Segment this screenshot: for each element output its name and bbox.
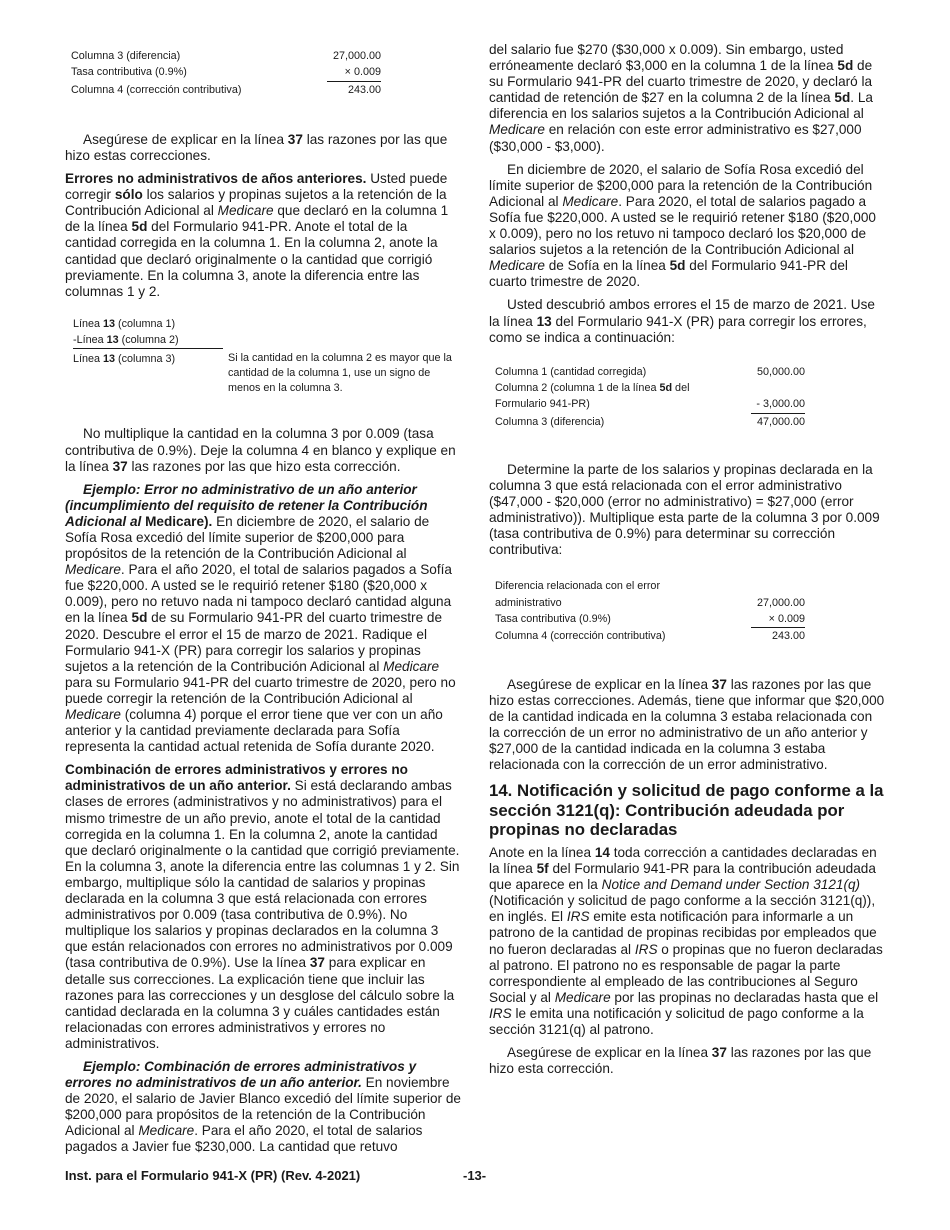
paragraph: Combinación de errores administrativos y errores no administrativos de un año anterior. Si está declarando ambas clases de errores (administrativos y no administrativos) para el mismo trimestre de un año previo, anote el total de la cantidad corregida en la columna 1. En la columna 2, anote la cantidad que declaró originalmente o la cantidad que corrigió previamente. En la columna 3, anote la diferencia entre las columnas 1 y 2. Sin embargo, multiplique sólo la cantidad de salarios y propinas declarada en la columna 3 que está relacionada con errores administrativos por 0.009 (tasa contributiva de 0.9%). No multiplique los salarios y propinas declarados en la columna 3 que están relacionados con errores no administrativos por 0.009 (tasa contributiva de 0.9%). Use la línea 37 para explicar en detalle sus correcciones. La explicación tiene que incluir las razones para las correcciones y un desglose del cálculo sobre la cantidad declarada en la columna 3 y cuáles cantidades están relacionadas con errores administrativos y errores no administrativos.: [65, 762, 460, 1051]
table-row: Formulario 941-PR) - 3,000.00: [495, 396, 805, 413]
table-row: Columna 4 (corrección contributiva) 243.00: [495, 630, 805, 643]
paragraph: Ejemplo: Error no administrativo de un año anterior (incumplimiento del requisito de retener la Contribución Adicional al Medicare). En diciembre de 2020, el salario de Sofía Rosa excedió del límite superior de $200,000 para propósitos de la retención de la Contribución Adicional al Medicare. Para el año 2020, el total de salarios pagados a Sofía fue $220,000. A usted se le requirió retener $180 ($20,000 x 0.009), pero no retuvo nada ni tampoco declaró cantidad alguna en la línea 5d de su Formulario 941-PR del cuarto trimestre de 2020. Descubre el error el 15 de marzo de 2021. Radique el Formulario 941-X (PR) para corregir los salarios y propinas sujetos a la retención de la Contribución Adicional al Medicare para su Formulario 941-PR del cuarto trimestre de 2020, pero no puede corregir la retención de la Contribución Adicional al Medicare (columna 4) porque el error tiene que ver con un año anterior y la cantidad previamente declarada para Sofía representa la cantidad actual retenida de Sofía durante 2020.: [65, 481, 456, 755]
paragraph: Asegúrese de explicar en la línea 37 las razones por las que hizo estas correcciones. Además, tiene que informar que $20,000 de la cantidad indicada en la columna 3 estaba relacionada con la corrección de un error no administrativo de un año anterior y $27,000 de la cantidad indicada en la columna 3 estaba relacionada con la corrección de un error administrativo.: [489, 676, 885, 773]
table-row: Columna 4 (corrección contributiva) 243.00: [71, 83, 381, 96]
paragraph: del salario fue $270 ($30,000 x 0.009). Sin embargo, usted erróneamente declaró $3,000 en la columna 1 de la línea 5d de su Formulario 941-PR del cuarto trimestre de 2020, y declaró la cantidad de retención de $27 en la columna 2 de la línea 5d. La diferencia en los salarios sujetos a la Contribución Adicional al Medicare en relación con este error administrativo es $27,000 ($30,000 - $3,000).: [489, 42, 873, 154]
right-column: [489, 42, 885, 1084]
section-heading: 14. Notificación y solicitud de pago conforme a la sección 3121(q): Contribución adeudada por propinas no declaradas: [489, 781, 884, 840]
table-row: Columna 1 (cantidad corregida) 50,000.00: [495, 365, 805, 378]
table-row: Columna 2 (columna 1 de la línea 5d del: [495, 381, 690, 394]
table-row: Tasa contributiva (0.9%) × 0.009: [71, 64, 381, 81]
table-row: administrativo 27,000.00: [495, 596, 805, 609]
line-13-table: [73, 316, 461, 397]
table-row: Columna 3 (diferencia) 27,000.00: [71, 50, 381, 62]
table-row: Columna 3 (diferencia) 47,000.00: [495, 415, 805, 428]
footer-form-title: Inst. para el Formulario 941-X (PR) (Rev. 4-2021): [65, 1168, 361, 1183]
paragraph: Asegúrese de explicar en la línea 37 las razones por las que hizo esta corrección.: [489, 1045, 872, 1077]
left-column: [65, 48, 461, 1163]
table-row: Línea 13 (columna 3) Si la cantidad en la columna 2 es mayor que la cantidad de la columna 1, use un signo de menos en la columna 3.: [73, 351, 461, 396]
paragraph: Determine la parte de los salarios y propinas declarada en la columna 3 que está relacionada con el error administrativo ($47,000 - $20,000 (error no administrativo) = $27,000 (error administrativo)). Multiplique esta parte de la columna 3 por 0.009 (tasa contributiva de 0.9%) para determinar su corrección contributiva:: [489, 461, 880, 558]
paragraph: Asegúrese de explicar en la línea 37 las razones por las que hizo estas correcciones.: [65, 131, 448, 163]
tax-correction-table: [495, 578, 805, 644]
paragraph: Ejemplo: Combinación de errores administrativos y errores no administrativos de un año anterior. En noviembre de 2020, el salario de Javier Blanco excedió del límite superior de $200,000 para propósitos de la retención de la Contribución Adicional al Medicare. Para el año 2020, el total de salarios pagados a Javier fue $230,000. La cantidad que retuvo: [65, 1058, 461, 1155]
tax-correction-table: [71, 48, 381, 98]
table-row: -Línea 13 (columna 2): [73, 332, 223, 349]
columns-table: [495, 364, 805, 430]
table-row: Tasa contributiva (0.9%) × 0.009: [495, 611, 805, 628]
table-row: Línea 13 (columna 1): [73, 317, 176, 330]
table-row: Diferencia relacionada con el error: [495, 580, 661, 593]
footer-page-number: -13-: [463, 1168, 487, 1183]
paragraph: No multiplique la cantidad en la columna 3 por 0.009 (tasa contributiva de 0.9%). Deje la columna 4 en blanco y explique en la línea 37 las razones por las que hizo esta corrección.: [65, 426, 456, 474]
paragraph: En diciembre de 2020, el salario de Sofía Rosa excedió del límite superior de $200,000 para la retención de la Contribución Adicional al Medicare. Para 2020, el total de salarios pagado a Sofía fue $220,000. A usted se le requirió retener $180 ($20,000 x 0.009), pero no los retuvo ni tampoco declaró los $20,000 de salarios sujetos a la retención de la Contribución Adicional al Medicare de Sofía en la línea 5d del Formulario 941-PR del cuarto trimestre de 2020.: [489, 161, 876, 290]
table-note: Si la cantidad en la columna 2 es mayor que la cantidad de la columna 1, use un signo de menos en la columna 3.: [228, 352, 452, 395]
paragraph: Errores no administrativos de años anteriores. Usted puede corregir sólo los salarios y propinas sujetos a la retención de la Contribución Adicional al Medicare que declaró en la columna 1 de la línea 5d del Formulario 941-PR. Anote el total de la cantidad corregida en la columna 1. En la columna 2, anote la cantidad que declaró originalmente o la cantidad que corrigió previamente. En la columna 3, anote la diferencia entre las columnas 1 y 2.: [65, 171, 449, 299]
paragraph: Usted descubrió ambos errores el 15 de marzo de 2021. Use la línea 13 del Formulario 941-X (PR) para corregir los errores, como se indica a continuación:: [489, 297, 875, 345]
paragraph: Anote en la línea 14 toda corrección a cantidades declaradas en la línea 5f del Formulario 941-PR para la contribución adeudada que aparece en la Notice and Demand under Section 3121(q) (Notificación y solicitud de pago conforme a la sección 3121(q)), en inglés. El IRS emite esta notificación para informarle a un patrono de la cantidad de propinas recibidas por empleados que no fueron declaradas al IRS o propinas que no fueron declaradas al patrono. El patrono no es responsable de pagar la parte correspondiente al empleado de las contribuciones al Seguro Social y al Medicare por las propinas no declaradas hasta que el IRS le emita una notificación y solicitud de pago conforme a la sección 3121(q) al patrono.: [489, 844, 883, 1037]
